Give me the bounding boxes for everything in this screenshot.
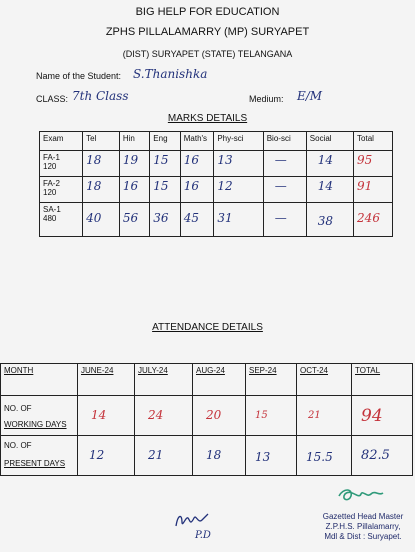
school-banner: BIG HELP FOR EDUCATION bbox=[135, 6, 280, 18]
attendance-cell: 13 bbox=[246, 436, 297, 476]
total-cell: 246 bbox=[354, 203, 393, 237]
mark-cell: 13 bbox=[214, 151, 263, 177]
mark-cell: 40 bbox=[83, 203, 120, 237]
header-maths: Math's bbox=[180, 132, 214, 151]
table-row bbox=[1, 436, 413, 476]
total-cell: 91 bbox=[354, 177, 393, 203]
mark-cell: 15 bbox=[150, 151, 180, 177]
header-oct: OCT-24 bbox=[297, 364, 352, 396]
header-social: Social bbox=[306, 132, 353, 151]
mark-cell: 56 bbox=[119, 203, 149, 237]
attendance-cell: 24 bbox=[135, 396, 193, 436]
header-tel: Tel bbox=[83, 132, 120, 151]
medium-label: Medium: bbox=[249, 94, 284, 104]
attendance-cell: 21 bbox=[135, 436, 193, 476]
headmaster-signature bbox=[335, 484, 385, 504]
attendance-table bbox=[0, 363, 413, 476]
header-physci: Phy-sci bbox=[214, 132, 263, 151]
attendance-cell: 15.5 bbox=[297, 436, 352, 476]
mark-cell: 18 bbox=[83, 151, 120, 177]
header-biosci: Bio-sci bbox=[263, 132, 306, 151]
table-row bbox=[40, 177, 393, 203]
mark-cell: 38 bbox=[306, 203, 353, 237]
mark-cell: — bbox=[263, 203, 306, 237]
class-label: CLASS: bbox=[36, 94, 69, 104]
mark-cell: 14 bbox=[306, 151, 353, 177]
student-name-value: S.Thanishka bbox=[133, 67, 208, 81]
attendance-cell: 21 bbox=[297, 396, 352, 436]
mark-cell: 16 bbox=[119, 177, 149, 203]
header-month: MONTH bbox=[1, 364, 78, 396]
attendance-cell: 12 bbox=[78, 436, 135, 476]
mark-cell: — bbox=[263, 151, 306, 177]
header-eng: Eng bbox=[150, 132, 180, 151]
table-row bbox=[40, 151, 393, 177]
attendance-cell: 14 bbox=[78, 396, 135, 436]
mark-cell: 16 bbox=[180, 177, 214, 203]
mark-cell: 16 bbox=[180, 151, 214, 177]
attendance-cell: 20 bbox=[193, 396, 246, 436]
teacher-signature bbox=[172, 508, 212, 532]
exam-cell: FA-2 120 bbox=[40, 177, 83, 203]
table-row bbox=[1, 396, 413, 436]
mark-cell: 15 bbox=[150, 177, 180, 203]
medium-value: E/M bbox=[297, 89, 323, 103]
table-row bbox=[40, 203, 393, 237]
mark-cell: — bbox=[263, 177, 306, 203]
student-name-label: Name of the Student: bbox=[36, 71, 122, 81]
header-sep: SEP-24 bbox=[246, 364, 297, 396]
header-exam: Exam bbox=[40, 132, 83, 151]
class-value: 7th Class bbox=[72, 89, 129, 103]
row-label: NO. OF WORKING DAYS bbox=[1, 396, 78, 436]
mark-cell: 14 bbox=[306, 177, 353, 203]
header-hin: Hin bbox=[119, 132, 149, 151]
header-total: Total bbox=[354, 132, 393, 151]
header-july: JULY-24 bbox=[135, 364, 193, 396]
marks-table bbox=[39, 131, 393, 237]
total-cell: 95 bbox=[354, 151, 393, 177]
mark-cell: 19 bbox=[119, 151, 149, 177]
mark-cell: 45 bbox=[180, 203, 214, 237]
marks-header-row bbox=[40, 132, 393, 151]
school-location: (DIST) SURYAPET (STATE) TELANGANA bbox=[122, 49, 293, 59]
total-cell: 94 bbox=[352, 396, 413, 436]
mark-cell: 18 bbox=[83, 177, 120, 203]
mark-cell: 31 bbox=[214, 203, 263, 237]
attendance-cell: 18 bbox=[193, 436, 246, 476]
total-cell: 82.5 bbox=[352, 436, 413, 476]
school-name: ZPHS PILLALAMARRY (MP) SURYAPET bbox=[105, 26, 310, 38]
attendance-title: ATTENDANCE DETAILS bbox=[152, 322, 263, 333]
header-total: TOTAL bbox=[352, 364, 413, 396]
header-aug: AUG-24 bbox=[193, 364, 246, 396]
marks-title: MARKS DETAILS bbox=[167, 113, 248, 124]
mark-cell: 12 bbox=[214, 177, 263, 203]
attendance-cell: 15 bbox=[246, 396, 297, 436]
attendance-header-row bbox=[1, 364, 413, 396]
mark-cell: 36 bbox=[150, 203, 180, 237]
headmaster-stamp: Gazetted Head Master Z.P.H.S. Pillalamarry, Mdl & Dist : Suryapet. bbox=[322, 512, 404, 541]
exam-cell: SA-1 480 bbox=[40, 203, 83, 237]
teacher-initials: P.D bbox=[195, 530, 211, 541]
exam-cell: FA-1 120 bbox=[40, 151, 83, 177]
row-label: NO. OF PRESENT DAYS bbox=[1, 436, 78, 476]
header-june: JUNE-24 bbox=[78, 364, 135, 396]
